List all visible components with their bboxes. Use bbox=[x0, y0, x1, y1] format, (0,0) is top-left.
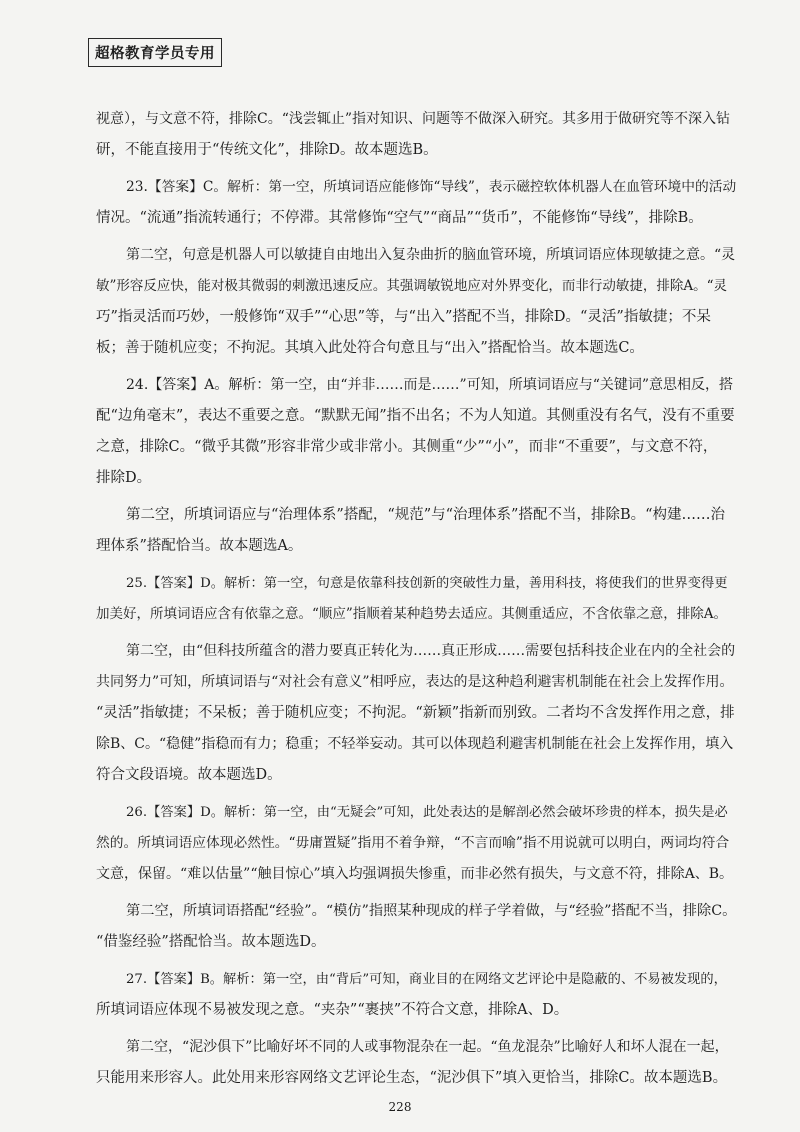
answer-26-start: 26.【答案】D。解析：第一空，由“无疑会”可知，此处表达的是解剖必然会破坏珍贵的样本，损失是必 bbox=[126, 805, 728, 820]
text-line: 理体系”搭配恰当。故本题选A。 bbox=[96, 538, 303, 554]
answer-text-body bbox=[96, 104, 736, 1094]
text-line: 排除D。 bbox=[96, 470, 152, 486]
text-line: 之意，排除C。“微乎其微”形容非常少或非常小。其侧重“少”“小”，而非“不重要”，与文意不符， bbox=[96, 439, 718, 455]
page-number: 228 bbox=[388, 1100, 412, 1114]
answer-27-start: 27.【答案】B。解析：第一空，由“背后”可知，商业目的在网络文艺评论中是隐蔽的、不易被发现的， bbox=[126, 972, 727, 987]
text-line: 巧”指灵活而巧妙，一般修饰“双手”“心思”等，与“出入”搭配不当，排除D。“灵活”指敏捷；不呆 bbox=[96, 309, 711, 325]
text-line: 配“边角毫末”，表达不重要之意。“默默无闻”指不出名；不为人知道。其侧重没有名气，没有不重要 bbox=[96, 408, 735, 424]
text-line: “灵活”指敏捷；不呆板；善于随机应变；不拘泥。“新颖”指新而别致。二者均不含发挥作用之意，排 bbox=[96, 705, 735, 721]
text-line: “借鉴经验”搭配恰当。故本题选D。 bbox=[96, 934, 326, 950]
text-line: 第二空，句意是机器人可以敏捷自由地出入复杂曲折的脑血管环境，所填词语应体现敏捷之意。“灵 bbox=[126, 247, 736, 263]
text-line: 敏”形容反应快，能对极其微弱的刺激迅速反应。其强调敏锐地应对外界变化，而非行动敏捷，排除A。“灵 bbox=[96, 278, 728, 294]
text-line: 符合文段语境。故本题选D。 bbox=[96, 767, 282, 783]
answer-23-start: 23.【答案】C。解析：第一空，所填词语应能修饰“导线”，表示磁控软体机器人在血管环境中的活动 bbox=[126, 179, 737, 195]
text-line: 视意），与文意不符，排除C。“浅尝辄止”指对知识、问题等不做深入研究。其多用于做研究等不深入钻 bbox=[96, 111, 731, 127]
answer-25-start: 25.【答案】D。解析：第一空，句意是依靠科技创新的突破性力量，善用科技，将使我们的世界变得更 bbox=[126, 576, 728, 591]
text-line: 第二空，所填词语应与“治理体系”搭配，“规范”与“治理体系”搭配不当，排除B。“构建……治 bbox=[126, 507, 726, 523]
text-line: 共同努力”可知，所填词语与“对社会有意义”相呼应，表达的是这种趋利避害机制能在社会上发挥作用。 bbox=[96, 674, 734, 690]
text-line: 所填词语应体现不易被发现之意。“夹杂”“裹挟”不符合文意，排除A、D。 bbox=[96, 1002, 569, 1018]
text-line: 然的。所填词语应体现必然性。“毋庸置疑”指用不着争辩，“不言而喻”指不用说就可以明白，两词均符合 bbox=[96, 835, 730, 851]
text-line: 情况。“流通”指流转通行；不停滞。其常修饰“空气”“商品”“货币”，不能修饰“导线”，排除B。 bbox=[96, 210, 703, 226]
text-line: 只能用来形容人。此处用来形容网络文艺评论生态，“泥沙俱下”填入更恰当，排除C。故本题选B。 bbox=[96, 1070, 728, 1086]
text-line: 文意，保留。“难以估量”“触目惊心”填入均强调损失惨重，而非必然有损失，与文意不符，排除A、B。 bbox=[96, 866, 734, 882]
text-line: 研，不能直接用于“传统文化”，排除D。故本题选B。 bbox=[96, 142, 438, 158]
text-line: 除B、C。“稳健”指稳而有力；稳重；不轻举妄动。其可以体现趋利避害机制能在社会上发挥作用，填入 bbox=[96, 736, 734, 752]
text-line: 第二空，所填词语搭配“经验”。“模仿”指照某种现成的样子学着做，与“经验”搭配不当，排除C。 bbox=[126, 903, 737, 919]
text-line: 第二空，由“但科技所蕴含的潜力要真正转化为……真正形成……需要包括科技企业在内的全社会的 bbox=[126, 643, 736, 659]
header-label: 超格教育学员专用 bbox=[88, 38, 222, 67]
answer-24-start: 24.【答案】A。解析：第一空，由“并非……而是……”可知，所填词语应与“关键词”意思相反，搭 bbox=[126, 377, 734, 393]
text-line: 第二空，“泥沙俱下”比喻好坏不同的人或事物混杂在一起。“鱼龙混杂”比喻好人和坏人混在一起， bbox=[126, 1039, 729, 1055]
text-line: 板；善于随机应变；不拘泥。其填入此处符合句意且与“出入”搭配恰当。故本题选C。 bbox=[96, 340, 644, 356]
text-line: 加美好，所填词语应含有依靠之意。“顺应”指顺着某种趋势去适应。其侧重适应，不含依靠之意，排除A。 bbox=[96, 606, 728, 622]
